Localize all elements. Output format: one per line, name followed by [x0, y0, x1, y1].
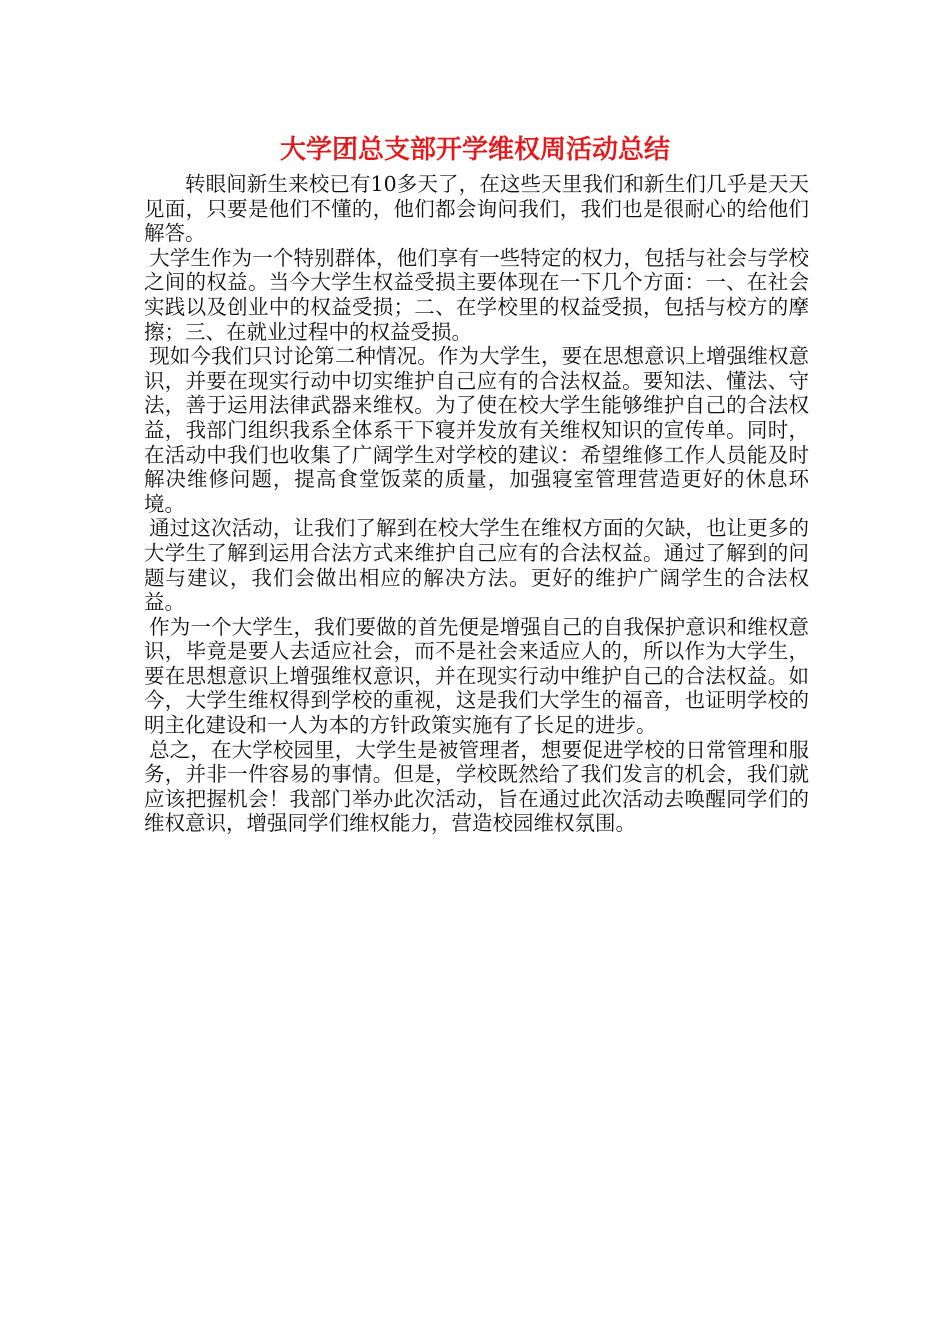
- paragraph-self-protection: 作为一个大学生，我们要做的首先便是增强自己的自我保护意识和维权意识，毕竟是要人去适应社会，而不是社会来适应人的，所以作为大学生，要在思想意识上增强维权意识，并在现实行动中维护自己的合法权益。如今，大学生维权得到学校的重视，这是我们大学生的福音，也证明学校的明主化建设和一人为本的方针政策实施有了长足的进步。: [144, 614, 809, 738]
- paragraph-conclusion: 总之，在大学校园里，大学生是被管理者，想要促进学校的日常管理和服务，并非一件容易的事情。但是，学校既然给了我们发言的机会，我们就应该把握机会！我部门举办此次活动，旨在通过此次活动去唤醒同学们的维权意识，增强同学们维权能力，营造校园维权氛围。: [144, 737, 809, 836]
- paragraph-intro: 转眼间新生来校已有10多天了，在这些天里我们和新生们几乎是天天见面，只要是他们不懂的，他们都会询问我们，我们也是很耐心的给他们解答。: [144, 172, 809, 246]
- paragraph-student-rights: 大学生作为一个特别群体，他们享有一些特定的权力，包括与社会与学校之间的权益。当今大学生权益受损主要体现在一下几个方面：一、在社会实践以及创业中的权益受损；二、在学校里的权益受损，包括与校方的摩擦；三、在就业过程中的权益受损。: [144, 245, 809, 344]
- paragraph-second-case: 现如今我们只讨论第二种情况。作为大学生，要在思想意识上增强维权意识，并要在现实行动中切实维护自己应有的合法权益。要知法、懂法、守法，善于运用法律武器来维权。为了使在校大学生能够维护自己的合法权益，我部门组织我系全体系干下寝并发放有关维权知识的宣传单。同时，在活动中我们也收集了广阔学生对学校的建议：希望维修工作人员能及时解决维修问题，提高食堂饭菜的质量，加强寝室管理营造更好的休息环境。: [144, 344, 809, 516]
- document-title: 大学团总支部开学维权周活动总结: [279, 135, 670, 165]
- paragraph-activity-outcome: 通过这次活动，让我们了解到在校大学生在维权方面的欠缺，也让更多的大学生了解到运用合法方式来维护自己应有的合法权益。通过了解到的问题与建议，我们会做出相应的解决方法。更好的维护广阔学生的合法权益。: [144, 516, 809, 615]
- document-body: [144, 172, 809, 836]
